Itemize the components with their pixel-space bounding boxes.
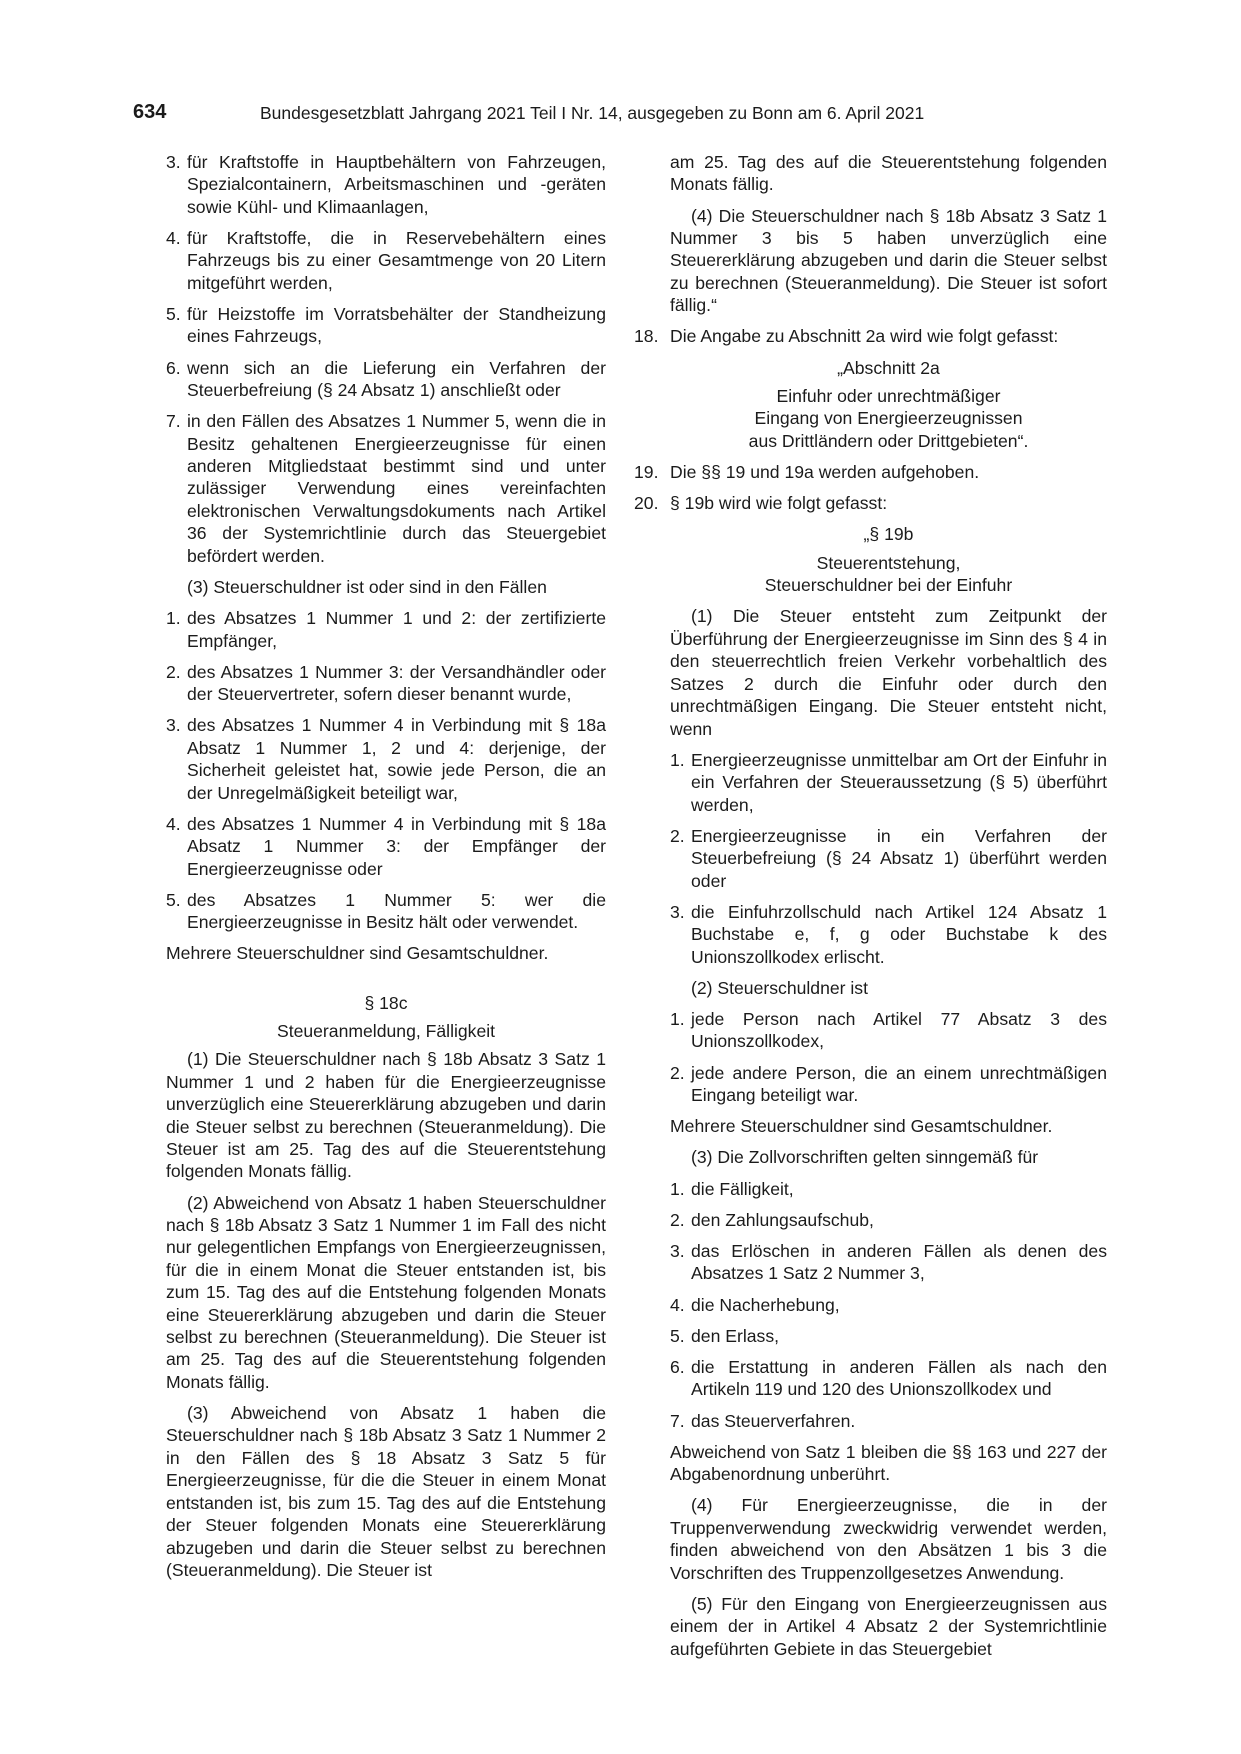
- page-number: 634: [133, 101, 167, 123]
- abschnitt-title: Einfuhr oder unrechtmäßiger Eingang von Energieerzeugnissen aus Drittländern oder Drittgebieten“.: [748, 386, 1029, 451]
- list-numbered: [166, 151, 606, 567]
- paragraph-3: (3) Abweichend von Absatz 1 haben die Steuerschuldner nach § 18b Absatz 3 Satz 1 Nummer 2 in den Fällen des § 18 Absatz 3 Satz 5 für Energieerzeugnisse, für die die Steuer in einem Monat entstanden ist, bis zum 15. Tag des auf die Entstehung der Steuer folgenden Monats eine Steuererklärung abzugeben und darin die Steuer selbst zu berechnen (Steueranmeldung). Die Steuer ist: [166, 1403, 606, 1580]
- list-item: 3. die Einfuhrzollschuld nach Artikel 124 Absatz 1 Buchstabe e, f, g oder Buchstabe k des Unionszollkodex erlischt.: [670, 901, 1107, 967]
- list-item: 4. des Absatzes 1 Nummer 4 in Verbindung mit § 18a Absatz 1 Nummer 3: der Empfänger der Energieerzeugnisse oder: [166, 813, 606, 879]
- list-item: 3. des Absatzes 1 Nummer 4 in Verbindung mit § 18a Absatz 1 Nummer 1, 2 und 4: derjenige, der Sicherheit geleistet hat, sowie jede Person, die an der Unregelmäßigkeit beteiligt war,: [166, 715, 606, 803]
- list-item: 1. jede Person nach Artikel 77 Absatz 3 des Unionszollkodex,: [670, 1008, 1107, 1052]
- paragraph-s3: (3) Die Zollvorschriften gelten sinngemäß für: [691, 1147, 1039, 1168]
- section-number: § 18c: [364, 992, 408, 1013]
- list-steuer-entsteht-nicht: [638, 749, 1107, 968]
- list-steuerschuldner: [166, 607, 606, 933]
- paragraph-s5: (5) Für den Eingang von Energieerzeugnissen aus einem der in Artikel 4 Absatz 2 der Systemrichtlinie aufgeführten Gebiete in das Steuergebiet: [670, 1593, 1107, 1659]
- list-item: 2. den Zahlungsaufschub,: [670, 1209, 874, 1230]
- paragraph-s1: (1) Die Steuer entsteht zum Zeitpunkt der Überführung der Energieerzeugnisse im Sinn des § 4 in den steuerrechtlich freien Verkehr vorbehaltlich des Satzes 2 durch die Einfuhr oder durch den unrechtmäßigen Eingang. Die Steuer entsteht nicht, wenn: [670, 606, 1107, 739]
- paragraph-abweichend: Abweichend von Satz 1 bleiben die §§ 163 und 227 der Abgabenordnung unberührt.: [670, 1441, 1107, 1485]
- list-item: 20. § 19b wird wie folgt gefasst:: [634, 493, 888, 514]
- list-item: 18. Die Angabe zu Abschnitt 2a wird wie folgt gefasst:: [634, 326, 1059, 347]
- list-item: 19. Die §§ 19 und 19a werden aufgehoben.: [634, 462, 980, 483]
- paragraph-gesamtschuldner: Mehrere Steuerschuldner sind Gesamtschuldner.: [670, 1116, 1053, 1137]
- paragraph-1: (1) Die Steuerschuldner nach § 18b Absatz 3 Satz 1 Nummer 1 und 2 haben für die Energieerzeugnisse unverzüglich eine Steuererklärung abzugeben und darin die Steuer selbst zu berechnen (Steueranmeldung). Die Steuer ist am 25. Tag des auf die Steuerentstehung folgenden Monats fällig.: [166, 1049, 606, 1182]
- list-item: 4. für Kraftstoffe, die in Reservebehältern eines Fahrzeugs bis zu einer Gesamtmenge von 20 Litern mitgeführt werden,: [166, 228, 606, 293]
- list-item: 7. das Steuerverfahren.: [670, 1410, 856, 1431]
- section-number: „§ 19b: [863, 524, 914, 545]
- running-head: Bundesgesetzblatt Jahrgang 2021 Teil I Nr. 14, ausgegeben zu Bonn am 6. April 2021: [260, 103, 925, 123]
- list-item: 5. des Absatzes 1 Nummer 5: wer die Energieerzeugnisse in Besitz hält oder verwendet.: [166, 889, 606, 933]
- list-item: 4. die Nacherhebung,: [670, 1294, 840, 1315]
- list-item: 5. für Heizstoffe im Vorratsbehälter der Standheizung eines Fahrzeugs,: [166, 304, 606, 347]
- list-item: 6. die Erstattung in anderen Fällen als nach den Artikeln 119 und 120 des Unionszollkodex und: [670, 1357, 1107, 1400]
- section-title: Steuerentstehung, Steuerschuldner bei der Einfuhr: [764, 552, 1013, 596]
- list-steuerschuldner: [638, 1008, 1107, 1106]
- paragraph-abs3-intro: (3) Steuerschuldner ist oder sind in den Fällen: [187, 576, 547, 597]
- paragraph-gesamtschuldner: Mehrere Steuerschuldner sind Gesamtschuldner.: [166, 943, 549, 964]
- list-item: 2. des Absatzes 1 Nummer 3: der Versandhändler oder der Steuervertreter, sofern dieser benannt wurde,: [166, 661, 606, 705]
- abschnitt-number: „Abschnitt 2a: [837, 357, 940, 378]
- list-zollvorschriften: [638, 1178, 1107, 1432]
- list-item: 1. Energieerzeugnisse unmittelbar am Ort der Einfuhr in ein Verfahren der Steueraussetzung (§ 5) überführt werden,: [670, 749, 1107, 815]
- paragraph-s4: (4) Für Energieerzeugnisse, die in der Truppenverwendung zweckwidrig verwendet werden, finden abweichend von den Absätzen 1 bis 3 die Vorschriften des Truppenzollgesetzes Anwendung.: [670, 1495, 1107, 1583]
- list-item: 1. des Absatzes 1 Nummer 1 und 2: der zertifizierte Empfänger,: [166, 608, 606, 651]
- paragraph-4: (4) Die Steuerschuldner nach § 18b Absatz 3 Satz 1 Nummer 3 bis 5 haben unverzüglich eine Steuererklärung abzugeben und darin die Steuer selbst zu berechnen (Steueranmeldung). Die Steuer ist sofort fällig.“: [670, 205, 1107, 316]
- right-column: [634, 151, 1107, 1669]
- list-item: 3. für Kraftstoffe in Hauptbehältern von Fahrzeugen, Spezialcontainern, Arbeitsmaschinen und -geräten sowie Kühl- und Klimaanlagen,: [166, 152, 606, 217]
- list-item: 7. in den Fällen des Absatzes 1 Nummer 5, wenn die in Besitz gehaltenen Energieerzeugnisse für einen anderen Mitgliedstaat bestimmt sind und unter zulässiger Verwendung eines vereinfachten elektronischen Verwaltungsdokuments nach Artikel 36 der Systemrichtlinie durch das Steuergebiet befördert werden.: [166, 411, 606, 566]
- paragraph-continuation: am 25. Tag des auf die Steuerentstehung folgenden Monats fällig.: [670, 152, 1107, 195]
- paragraph-2: (2) Abweichend von Absatz 1 haben Steuerschuldner nach § 18b Absatz 3 Satz 1 Nummer 1 im Fall des nicht nur gelegentlichen Empfangs von Energieerzeugnissen, für die in einem Monat die Steuer entstanden ist, bis zum 15. Tag des auf die Entstehung folgenden Monats eine Steuererklärung abzugeben und darin die Steuer selbst zu berechnen (Steueranmeldung). Die Steuer ist am 25. Tag des auf die Steuerentstehung folgenden Monats fällig.: [166, 1192, 606, 1392]
- list-item: 1. die Fälligkeit,: [670, 1178, 794, 1199]
- paragraph-s2: (2) Steuerschuldner ist: [691, 977, 868, 998]
- list-item: 5. den Erlass,: [670, 1325, 780, 1346]
- list-item: 2. Energieerzeugnisse in ein Verfahren der Steuerbefreiung (§ 24 Absatz 1) überführt werden oder: [670, 825, 1107, 891]
- list-item: 6. wenn sich an die Lieferung ein Verfahren der Steuerbefreiung (§ 24 Absatz 1) anschließt oder: [166, 357, 606, 401]
- left-column: [166, 151, 606, 1590]
- list-item: 3. das Erlöschen in anderen Fällen als denen des Absatzes 1 Satz 2 Nummer 3,: [670, 1241, 1107, 1284]
- list-item: 2. jede andere Person, die an einem unrechtmäßigen Eingang beteiligt war.: [670, 1062, 1107, 1105]
- section-title: Steueranmeldung, Fälligkeit: [276, 1020, 496, 1041]
